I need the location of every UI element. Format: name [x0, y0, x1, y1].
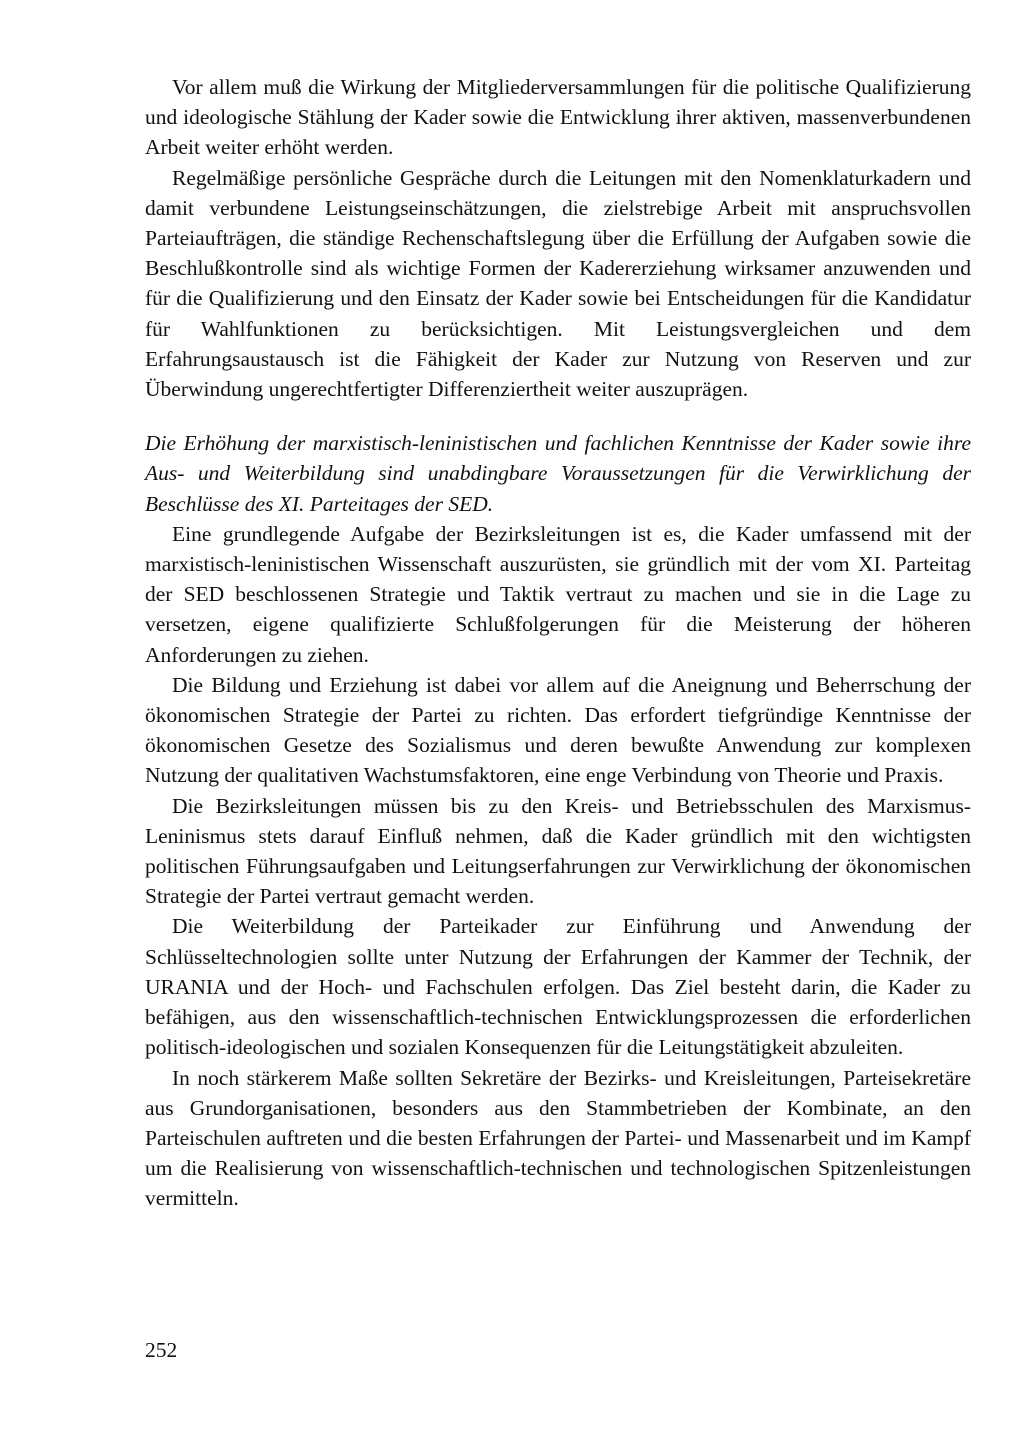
paragraph: Die Bezirksleitungen müssen bis zu den Kreis- und Betriebsschulen des Marxismus-Leninismus stets darauf Einfluß nehmen, daß die Kader gründlich mit den wichtigsten politischen Führungsaufgaben und Leitungserfahrungen zur Verwirklichung der ökonomischen Strategie der Partei vertraut gemacht werden.	[145, 793, 971, 909]
text-block-1	[145, 72, 971, 404]
paragraph: Die Bildung und Erziehung ist dabei vor allem auf die Aneignung und Beherrschung der ökonomischen Strategie der Partei zu richten. Das erfordert tiefgründige Kenntnisse der ökonomischen Gesetze des Sozialismus und deren bewußte Anwendung zur komplexen Nutzung der qualitativen Wachstumsfaktoren, eine enge Verbindung von Theorie und Praxis.	[145, 672, 971, 788]
paragraph: In noch stärkerem Maße sollten Sekretäre der Bezirks- und Kreisleitungen, Parteisekretäre aus Grundorganisationen, besonders aus den Stammbetrieben der Kombinate, an den Parteischulen auftreten und die besten Erfahrungen der Partei- und Massenarbeit und im Kampf um die Realisierung von wissenschaftlich-technischen und technologischen Spitzenleistungen vermitteln.	[145, 1065, 971, 1211]
paragraph: Regelmäßige persönliche Gespräche durch die Leitungen mit den Nomenklaturkadern und damit verbundene Leistungseinschätzungen, die zielstrebige Arbeit mit anspruchsvollen Parteiaufträgen, die ständige Rechenschaftslegung über die Erfüllung der Aufgaben sowie die Beschlußkontrolle sind als wichtige Formen der Kadererziehung wirksamer anzuwenden und für die Qualifizierung und den Einsatz der Kader sowie bei Entscheidungen für die Kandidatur für Wahlfunktionen zu berücksichtigen. Mit Leistungsvergleichen und dem Erfahrungsaustausch ist die Fähigkeit der Kader zur Nutzung von Reserven und zur Überwindung ungerechtfertigter Differenziertheit weiter auszuprägen.	[145, 165, 971, 402]
paragraph: Die Weiterbildung der Parteikader zur Einführung und Anwendung der Schlüsseltechnologien sollte unter Nutzung der Erfahrungen der Kammer der Technik, der URANIA und der Hoch- und Fachschulen erfolgen. Das Ziel besteht darin, die Kader zu befähigen, aus den wissenschaftlich-technischen Entwicklungsprozessen die erforderlichen politisch-ideologischen und sozialen Konsequenzen für die Leitungstätigkeit abzuleiten.	[145, 914, 971, 1060]
italic-section-intro: Die Erhöhung der marxistisch-leninistischen und fachlichen Kenntnisse der Kader sowie ihre Aus- und Weiterbildung sind unabdingbare Voraussetzungen für die Verwirklichung der Beschlüsse des XI. Parteitages der SED.	[145, 431, 971, 516]
text-block-2	[145, 519, 971, 1214]
document-page	[145, 72, 971, 1214]
paragraph: Eine grundlegende Aufgabe der Bezirksleitungen ist es, die Kader umfassend mit der marxistisch-leninistischen Wissenschaft auszurüsten, sie gründlich mit der vom XI. Parteitag der SED beschlossenen Strategie und Taktik vertraut zu machen und sie in die Lage zu versetzen, eigene qualifizierte Schlußfolgerungen für die Meisterung der höheren Anforderungen zu ziehen.	[145, 521, 971, 667]
page-number: 252	[145, 1338, 178, 1362]
paragraph: Vor allem muß die Wirkung der Mitgliederversammlungen für die politische Qualifizierung und ideologische Stählung der Kader sowie die Entwicklung ihrer aktiven, massenverbundenen Arbeit weiter erhöht werden.	[145, 75, 971, 160]
